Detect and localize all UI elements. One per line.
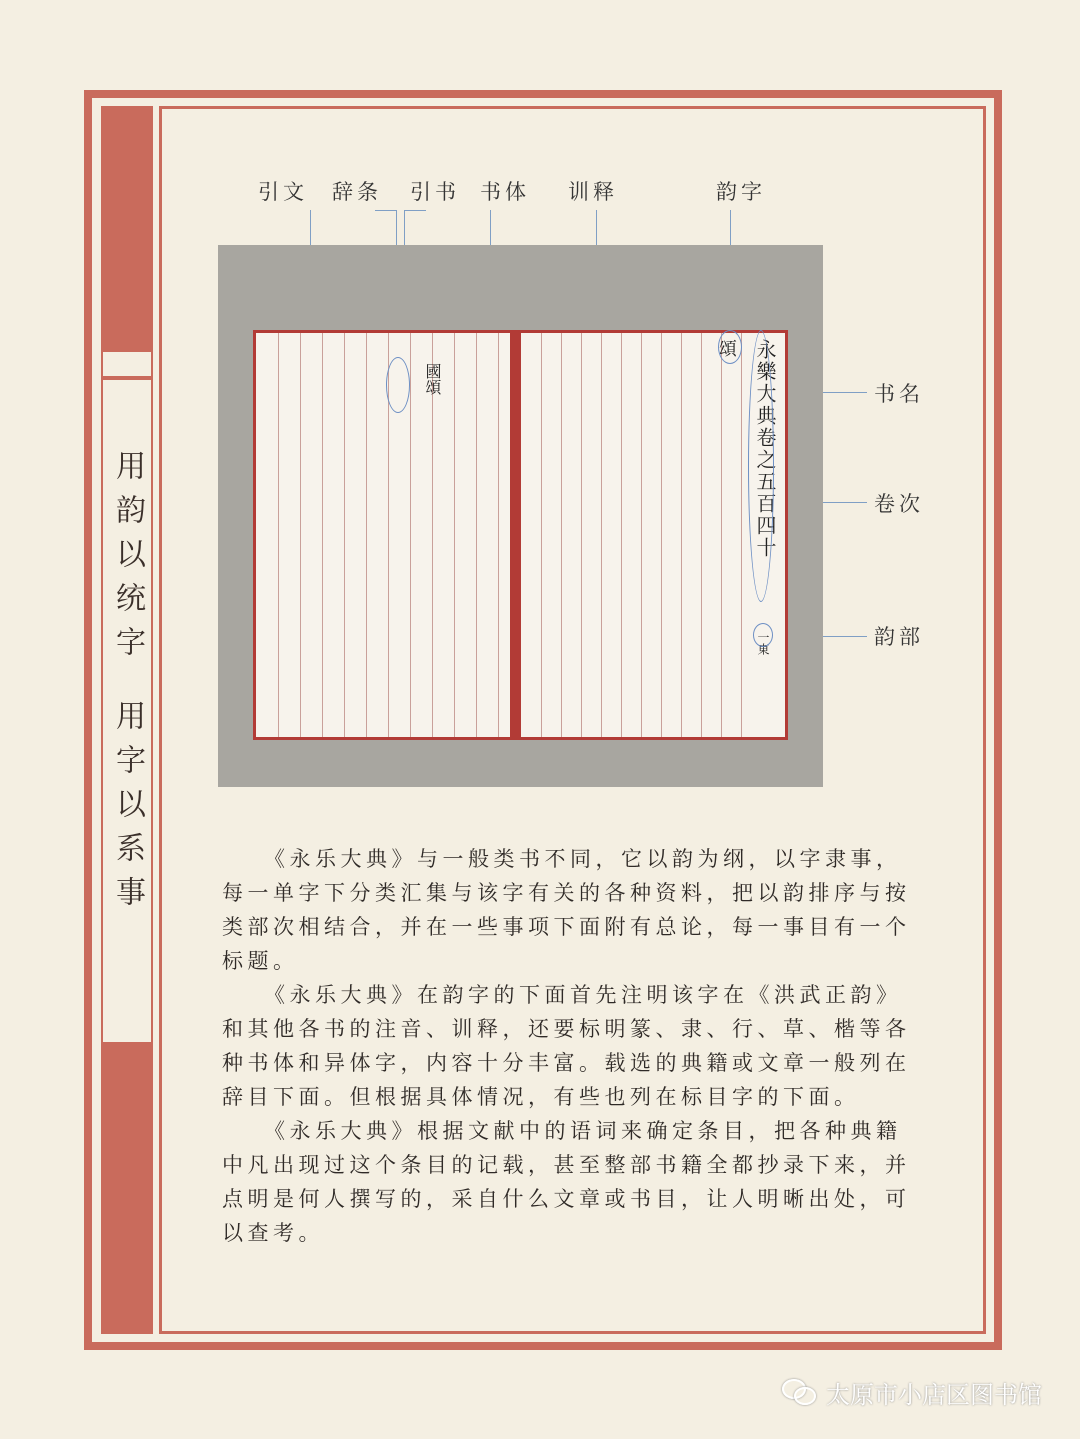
- side-title-line-2: 用字以系事: [110, 700, 145, 920]
- side-stripe-line: [159, 106, 162, 1334]
- label-citiao: 辞条: [332, 180, 382, 204]
- label-xunshi: 训释: [568, 180, 618, 204]
- watermark: [782, 1375, 1042, 1410]
- label-juanci: 卷次: [874, 492, 924, 516]
- side-title: [103, 450, 151, 920]
- side-notch-top: [103, 352, 151, 376]
- book-title: 永樂大典卷之五百四十: [753, 339, 777, 559]
- yunbu-circle: [753, 623, 773, 647]
- paragraph-3: 《永乐大典》根据文献中的语词来确定条目，把各种典籍中凡出现过这个条目的记载，甚至整部书籍全都抄录下来，并点明是何人撰写的，采自什么文章或书目，让人明晰出处，可以查考。: [222, 1119, 911, 1245]
- entry-char: 國頌: [423, 363, 442, 395]
- side-notch-bottom: [103, 1018, 151, 1042]
- rhyme-char: 頌: [716, 339, 737, 357]
- label-shuti: 书体: [480, 180, 530, 204]
- yunzi-circle: [718, 330, 742, 364]
- label-yinwen: 引文: [258, 180, 308, 204]
- leader-yinshu-h: [404, 210, 426, 211]
- rhyme-group: 一東: [756, 631, 770, 655]
- label-yunzi: 韵字: [716, 180, 766, 204]
- right-page: [518, 330, 788, 740]
- citiao-circle: [386, 357, 410, 413]
- label-yinshu: 引书: [410, 180, 460, 204]
- wechat-icon: [782, 1379, 816, 1407]
- left-page: [253, 330, 515, 740]
- paragraph-1: 《永乐大典》与一般类书不同，它以韵为纲，以字隶事，每一单字下分类汇集与该字有关的各种资料，把以韵排序与按类部次相结合，并在一些事项下面附有总论，每一事目有一个标题。: [222, 847, 911, 973]
- title-circle: [748, 330, 774, 602]
- paragraph-2: 《永乐大典》在韵字的下面首先注明该字在《洪武正韵》和其他各书的注音、训释，还要标明篆、隶、行、草、楷等各种书体和异体字，内容十分丰富。载选的典籍或文章一般列在辞目下面。但根据具体情况，有些也列在标目字的下面。: [222, 983, 911, 1109]
- watermark-source: 太原市小店区图书馆: [826, 1381, 1042, 1409]
- label-yunbu: 韵部: [874, 625, 924, 649]
- body-text: [222, 842, 922, 1250]
- leader-citiao-h: [375, 210, 397, 211]
- book-photo: [218, 245, 823, 787]
- side-title-line-1: 用韵以统字: [110, 450, 145, 670]
- label-shuming: 书名: [874, 382, 924, 406]
